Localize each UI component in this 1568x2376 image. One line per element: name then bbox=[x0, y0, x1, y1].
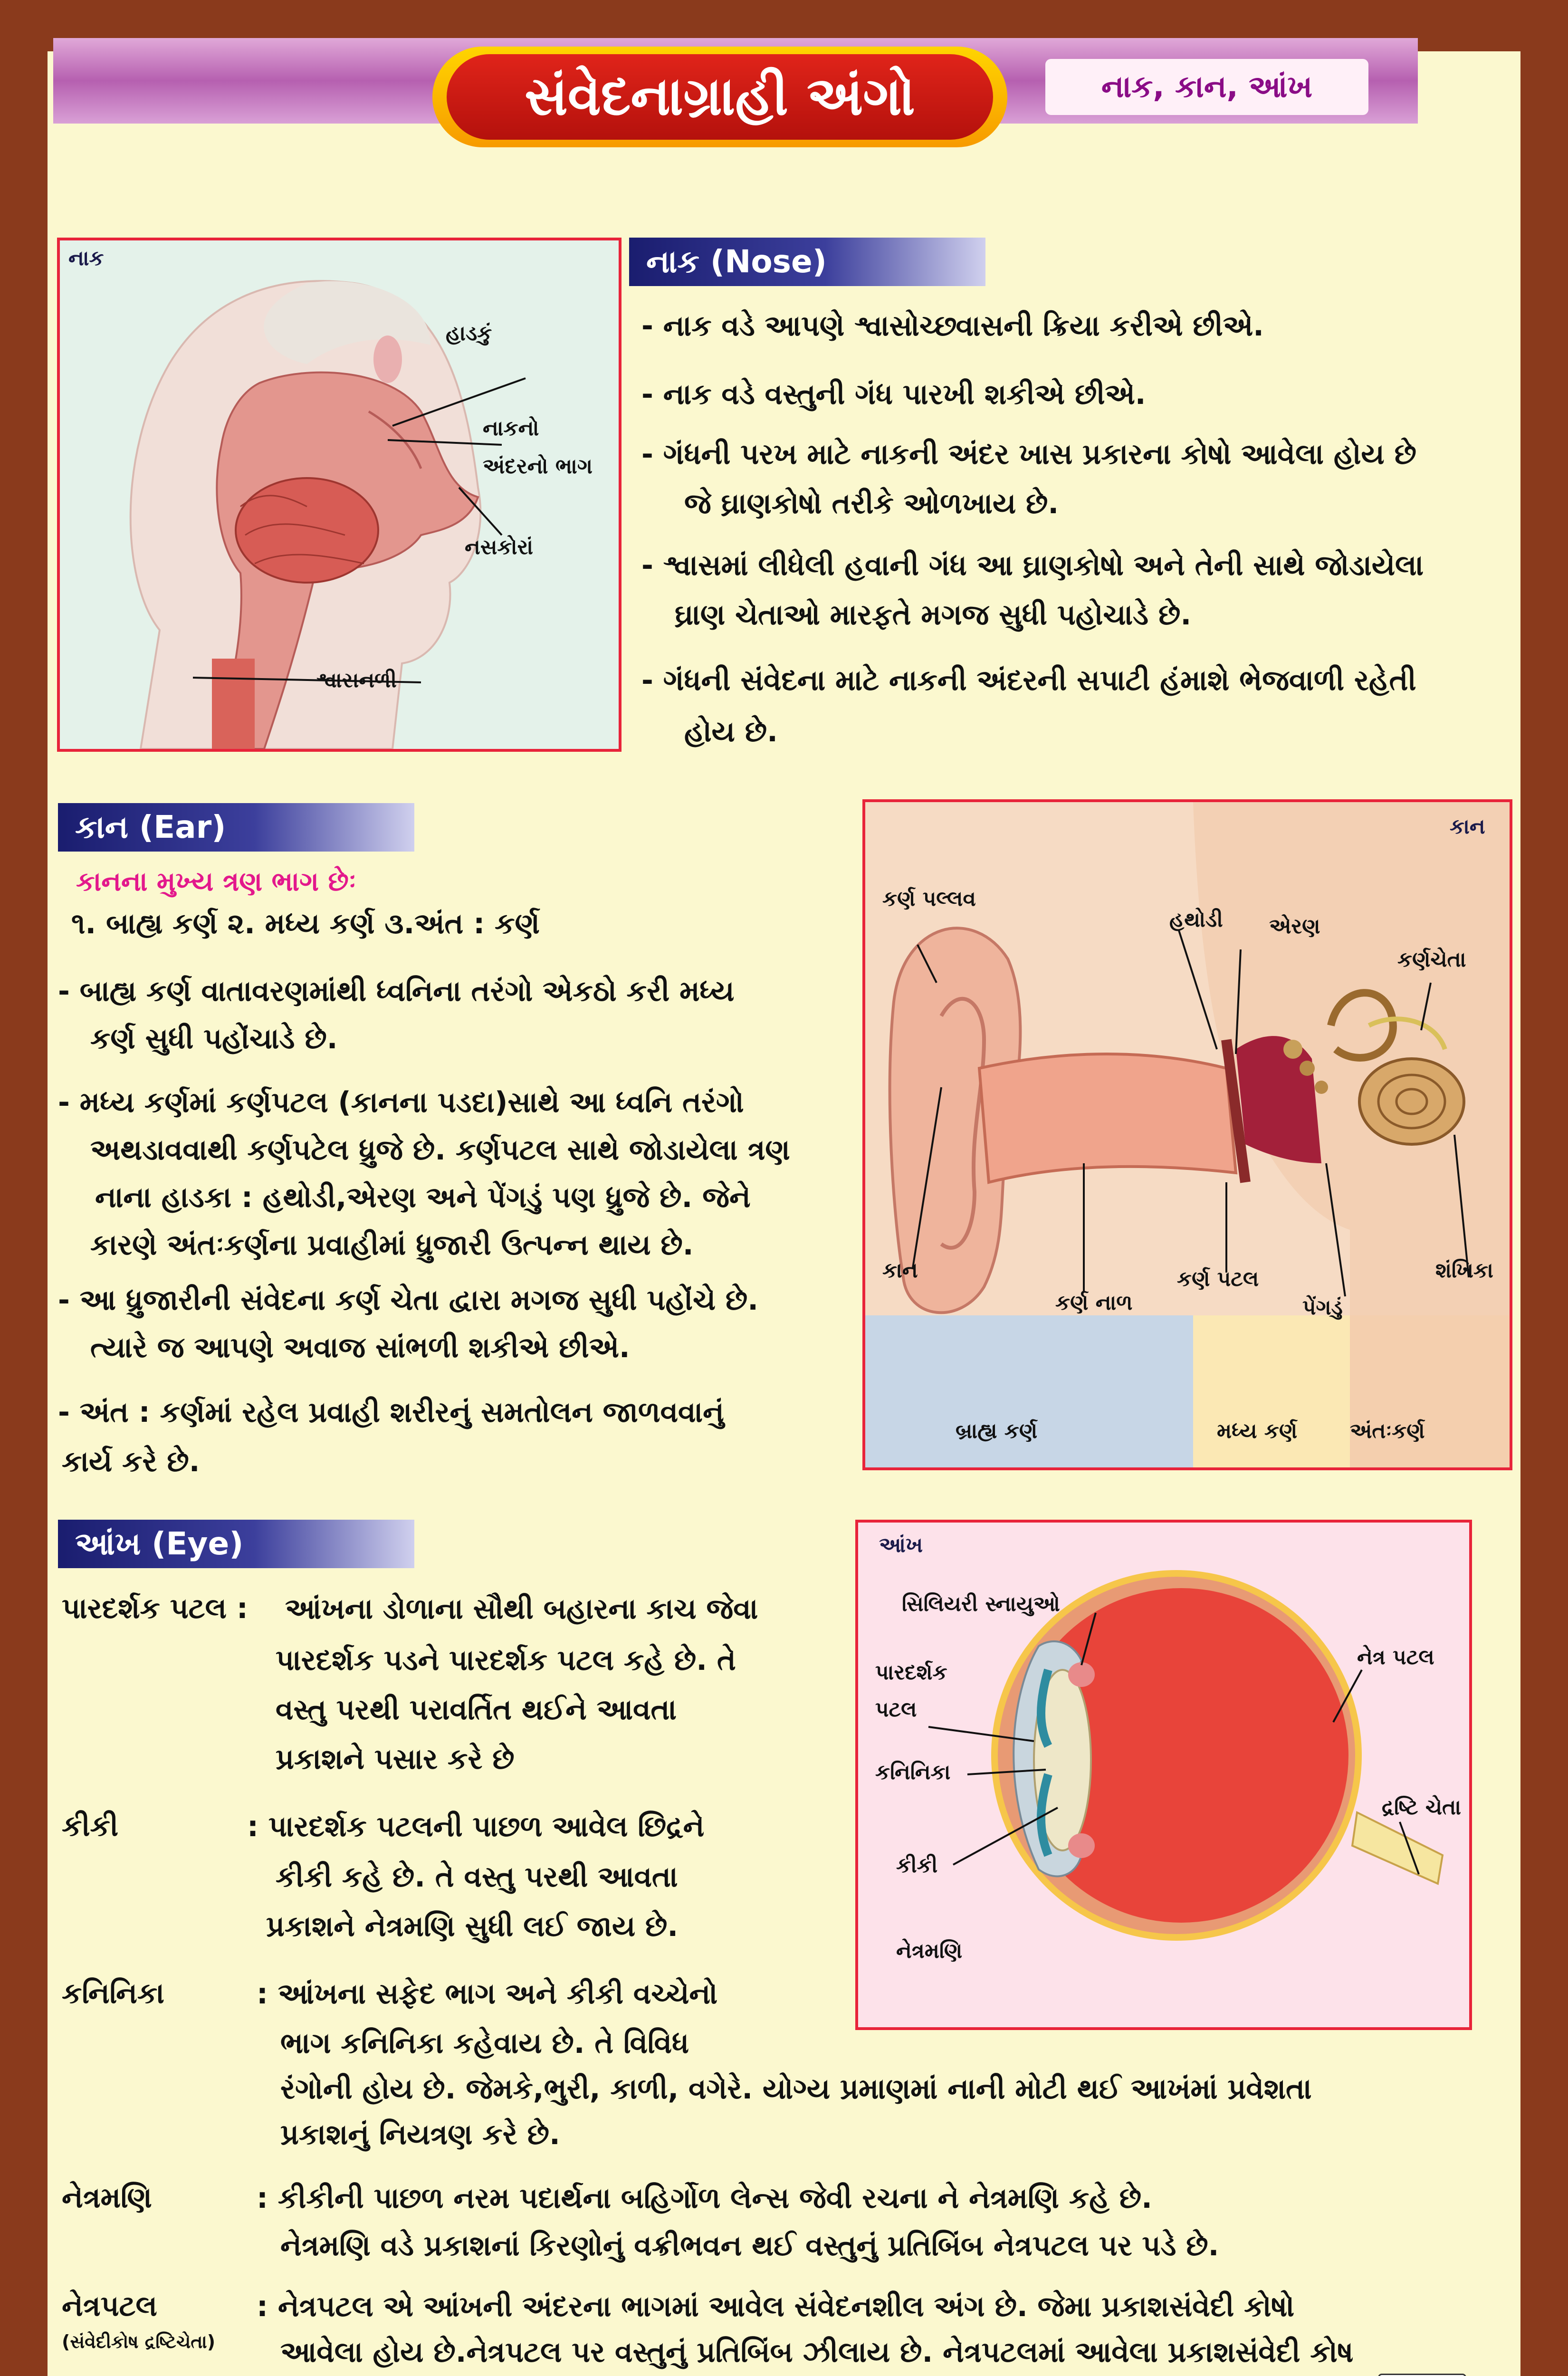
nose-label-inner-1: નાકનો bbox=[483, 416, 539, 441]
eye-label-iris: કનિનિકા bbox=[875, 1760, 951, 1784]
nose-point-5: - ગંધની સંવેદના માટે નાકની અંદરની સપાટી હંમાશે ભેજવાળી રહેતી bbox=[641, 664, 1416, 697]
eye-term-lens: નેત્રમણિ bbox=[62, 2181, 152, 2214]
eye-term-iris: કનિનિકા bbox=[62, 1977, 164, 2010]
ear-point-3b: ત્યારે જ આપણે અવાજ સાંભળી શકીએ છીએ. bbox=[90, 1331, 630, 1364]
ear-figure-caption: કાન bbox=[1450, 814, 1485, 839]
eye-cornea-line-4: પ્રકાશને પસાર કરે છે bbox=[276, 1743, 515, 1776]
ear-point-1: - બાહ્ય કર્ણ વાતાવરણમાંથી ધ્વનિના તરંગો એકઠો કરી મધ્ય bbox=[58, 975, 735, 1008]
eye-pupil-line-3: પ્રકાશને નેત્રમણિ સુધી લઈ જાય છે. bbox=[266, 1910, 679, 1943]
eye-label-retina: નેત્ર પટલ bbox=[1357, 1645, 1434, 1669]
ear-figure bbox=[862, 799, 1512, 1470]
ear-label-ear: કાન bbox=[882, 1258, 918, 1283]
ear-label-hammer: હથોડી bbox=[1169, 908, 1223, 932]
ear-label-canal: કર્ણ નાળ bbox=[1055, 1291, 1133, 1315]
ear-point-2: - મધ્ય કર્ણમાં કર્ણપટલ (કાનના પડદા)સાથે આ ધ્વનિ તરંગો bbox=[58, 1086, 744, 1119]
nose-point-2: - નાક વડે વસ્તુની ગંધ પારખી શકીએ છીએ. bbox=[641, 378, 1146, 411]
eye-term-cornea: પારદર્શક પટલ : bbox=[62, 1592, 248, 1625]
nose-point-3b: જે ઘ્રાણકોષો તરીકે ઓળખાય છે. bbox=[684, 487, 1059, 520]
eye-label-cornea-1: પારદર્શક bbox=[875, 1660, 947, 1685]
eye-term-pupil: કીકી bbox=[62, 1810, 119, 1843]
ear-point-2d: કારણે અંતઃકર્ણના પ્રવાહીમાં ધ્રુજારી ઉત્પન્ન થાય છે. bbox=[90, 1228, 694, 1262]
eye-iris-line-4: પ્રકાશનું નિયત્રણ કરે છે. bbox=[280, 2118, 560, 2151]
ear-zone-inner: અંતઃકર્ણ bbox=[1350, 1419, 1425, 1443]
ear-parts-list: ૧. બાહ્ય કર્ણ ૨. મધ્ય કર્ણ ૩.અંત : કર્ણ bbox=[71, 907, 540, 940]
page-title: સંવેદનાગ્રાહી અંગો bbox=[447, 54, 993, 140]
ear-label-stirrup: પેંગડું bbox=[1302, 1295, 1343, 1320]
page-code bbox=[1378, 2374, 1466, 2376]
eye-label-optic-nerve: દ્રષ્ટિ ચેતા bbox=[1382, 1795, 1461, 1820]
eye-cornea-line-3: વસ્તુ પરથી પરાવર્તિત થઈને આવતા bbox=[276, 1693, 677, 1726]
nose-point-3: - ગંધની પરખ માટે નાકની અંદર ખાસ પ્રકારના કોષો આવેલા હોય છે bbox=[641, 438, 1416, 471]
nose-point-1: - નાક વડે આપણે શ્વાસોચ્છ્વાસની ક્રિયા કરીએ છીએ. bbox=[641, 309, 1264, 343]
ear-label-anvil: એરણ bbox=[1269, 914, 1320, 939]
eye-pupil-line-2: કીકી કહે છે. તે વસ્તુ પરથી આવતા bbox=[276, 1860, 678, 1894]
nose-figure-caption: નાક bbox=[68, 246, 104, 270]
nose-figure bbox=[57, 238, 621, 752]
nose-point-4b: ઘ્રાણ ચેતાઓ મારફતે મગજ સુધી પહોચાડે છે. bbox=[675, 598, 1192, 632]
eye-label-pupil: કીકી bbox=[896, 1853, 938, 1878]
nose-label-trachea: શ્વાસનળી bbox=[316, 668, 397, 692]
eye-retina-line-2: આવેલા હોય છે.નેત્રપટલ પર વસ્તુનું પ્રતિબિંબ ઝીલાય છે. નેત્રપટલમાં આવેલા પ્રકાશસંવેદી કોષ bbox=[280, 2336, 1354, 2369]
eye-iris-line-2: ભાગ કનિનિકા કહેવાય છે. તે વિવિધ bbox=[280, 2027, 689, 2060]
ear-label-eardrum: કર્ણ પટલ bbox=[1177, 1267, 1259, 1291]
eye-label-ciliary: સિલિયરી સ્નાયુઓ bbox=[902, 1592, 1060, 1616]
eye-term-retina-sub: (સંવેદીકોષ દ્રષ્ટિચેતા) bbox=[62, 2331, 216, 2352]
ear-point-3: - આ ધ્રુજારીની સંવેદના કર્ણ ચેતા દ્વારા મગજ સુધી પહોંચે છે. bbox=[58, 1284, 759, 1317]
ear-section-label: કાન (Ear) bbox=[58, 803, 414, 852]
eye-lens-line-1: : કીકીની પાછળ નરમ પદાર્થના બહિર્ગોળ લેન્સ જેવી રચના ને નેત્રમણિ કહે છે. bbox=[257, 2182, 1152, 2215]
eye-section-label: આંખ (Eye) bbox=[58, 1520, 414, 1568]
eye-retina-line-3 bbox=[280, 2374, 1331, 2376]
nose-section-label: નાક (Nose) bbox=[629, 238, 985, 286]
eye-figure bbox=[855, 1520, 1472, 2030]
eye-term-retina: નેત્રપટલ bbox=[62, 2290, 157, 2323]
eye-iris-line-1: : આંખના સફેદ ભાગ અને કીકી વચ્ચેનો bbox=[257, 1977, 718, 2011]
eye-lens-line-2: નેત્રમણિ વડે પ્રકાશનાં કિરણોનું વક્રીભવન થઈ વસ્તુનું પ્રતિબિંબ નેત્રપટલ પર પડે છે. bbox=[280, 2229, 1219, 2262]
nose-label-inner-2: અંદરનો ભાગ bbox=[483, 454, 593, 479]
ear-zone-middle: મધ્ય કર્ણ bbox=[1217, 1419, 1298, 1443]
ear-parts-heading: કાનના મુખ્ય ત્રણ ભાગ છેઃ bbox=[76, 866, 356, 897]
ear-point-4: - અંત : કર્ણમાં રહેલ પ્રવાહી શરીરનું સમતોલન જાળવવાનું bbox=[58, 1396, 724, 1429]
eye-label-lens: નેત્રમણિ bbox=[896, 1939, 963, 1963]
ear-label-cochlea: શંખિકા bbox=[1435, 1258, 1493, 1283]
ear-label-cochlear-nerve: કર્ણચેતા bbox=[1397, 948, 1466, 972]
nose-point-4: - શ્વાસમાં લીધેલી હવાની ગંધ આ ઘ્રાણકોષો અને તેની સાથે જોડાયેલા bbox=[641, 549, 1424, 582]
eye-label-cornea-2: પટલ bbox=[875, 1697, 917, 1722]
eye-pupil-line-1: : પારદર્શક પટલની પાછળ આવેલ છિદ્રને bbox=[247, 1810, 705, 1843]
ear-point-1b: કર્ણ સુધી પહોંચાડે છે. bbox=[90, 1022, 338, 1055]
eye-iris-line-3: રંગોની હોય છે. જેમકે,ભુરી, કાળી, વગેરે. યોગ્ય પ્રમાણમાં નાની મોટી થઈ આખંમાં પ્રવેશતા bbox=[280, 2072, 1312, 2106]
nose-label-bone: હાડકું bbox=[446, 321, 492, 345]
eye-cornea-line-1: આંખના ડોળાના સૌથી બહારના કાચ જેવા bbox=[285, 1592, 758, 1626]
ear-zone-outer: બ્રાહ્ય કર્ણ bbox=[956, 1419, 1038, 1443]
eye-figure-caption: આંખ bbox=[879, 1533, 923, 1557]
eye-retina-line-1: : નેત્રપટલ એ આંખની અંદરના ભાગમાં આવેલ સંવેદનશીલ અંગ છે. જેમા પ્રકાશસંવેદી કોષો bbox=[257, 2290, 1295, 2323]
ear-point-2b: અથડાવવાથી કર્ણપટેલ ધ્રુજે છે. કર્ણપટલ સાથે જોડાયેલા ત્રણ bbox=[90, 1133, 790, 1167]
nose-point-5b: હોય છે. bbox=[684, 715, 778, 748]
ear-label-pinna: કર્ણ પલ્લવ bbox=[882, 887, 976, 911]
page-subtitle: નાક, કાન, આંખ bbox=[1045, 59, 1368, 115]
eye-cornea-line-2: પારદર્શક પડને પારદર્શક પટલ કહે છે. તે bbox=[276, 1644, 736, 1677]
nose-label-nostrils: નસકોરાં bbox=[465, 535, 534, 559]
ear-point-2c: નાના હાડકા : હથોડી,એરણ અને પેંગડું પણ ધ્રુજે છે. જેને bbox=[95, 1181, 751, 1214]
ear-point-4b: કાર્ય કરે છે. bbox=[62, 1445, 200, 1478]
